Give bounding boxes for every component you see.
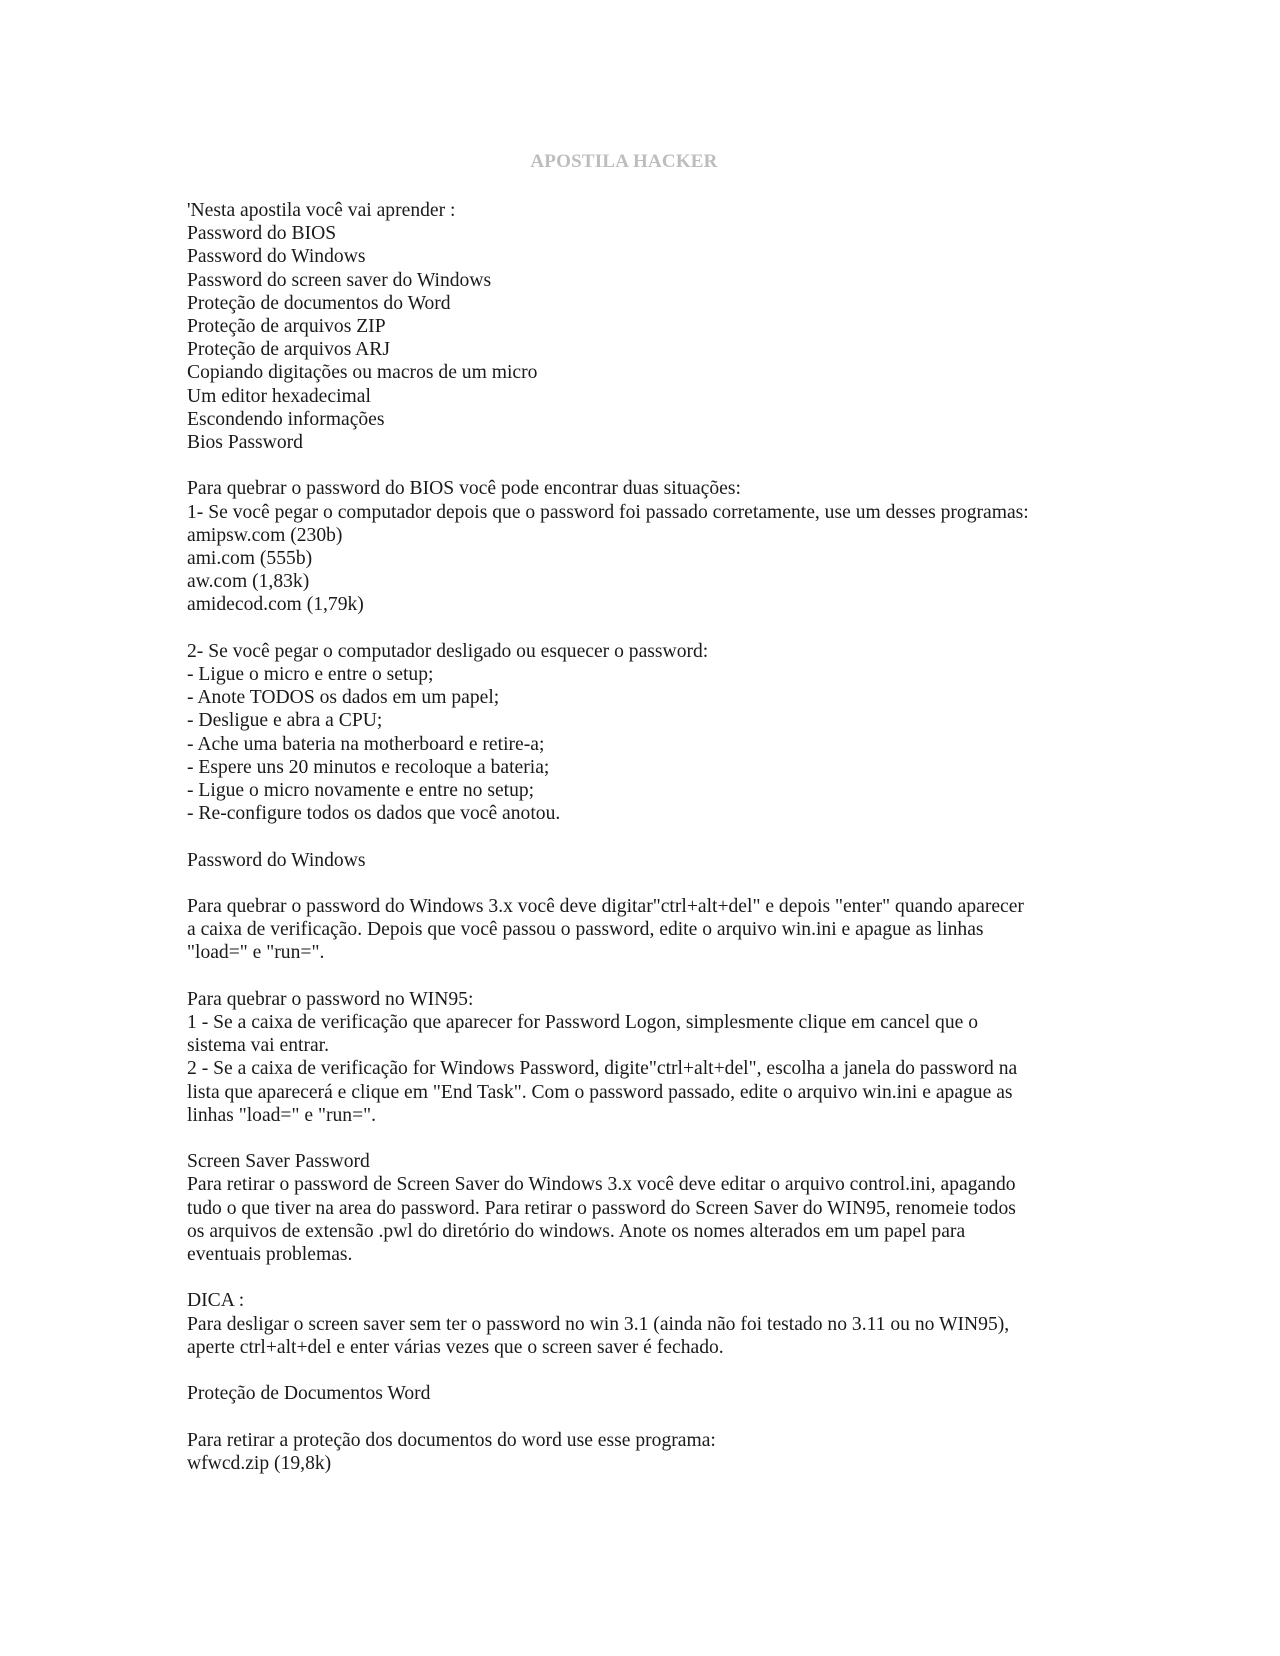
text-line: - Espere uns 20 minutos e recoloque a bateria;	[187, 756, 550, 778]
text-line: Screen Saver Password	[187, 1151, 370, 1173]
text-line: eventuais problemas.	[187, 1244, 353, 1266]
blank-line	[187, 1266, 1087, 1289]
text-line: tudo o que tiver na area do password. Para retirar o password do Screen Saver do WIN95, renomeie todos	[187, 1197, 1016, 1219]
text-line: "load=" e "run=".	[187, 942, 325, 964]
text-line: amipsw.com (230b)	[187, 524, 343, 546]
text-line: sistema vai entrar.	[187, 1035, 330, 1057]
blank-line	[187, 825, 1087, 848]
text-line: - Re-configure todos os dados que você anotou.	[187, 803, 561, 825]
text-line: - Ache uma bateria na motherboard e retire-a;	[187, 733, 545, 755]
text-line: - Desligue e abra a CPU;	[187, 710, 383, 732]
text-line: Escondendo informações	[187, 408, 385, 430]
text-line: os arquivos de extensão .pwl do diretório do windows. Anote os nomes alterados em um papel para	[187, 1220, 966, 1242]
text-line: Para retirar o password de Screen Saver do Windows 3.x você deve editar o arquivo control.ini, apagando	[187, 1174, 1016, 1196]
text-line: lista que aparecerá e clique em "End Task". Com o password passado, edite o arquivo win.ini e apague as	[187, 1081, 1013, 1103]
text-line: - Ligue o micro novamente e entre no setup;	[187, 780, 535, 802]
text-line: DICA :	[187, 1290, 245, 1312]
text-line: ami.com (555b)	[187, 548, 313, 570]
text-line: Password do BIOS	[187, 223, 337, 245]
document-page	[187, 150, 1087, 1475]
blank-line	[187, 1405, 1087, 1428]
text-line: - Ligue o micro e entre o setup;	[187, 664, 434, 686]
text-line: Proteção de arquivos ARJ	[187, 339, 390, 361]
text-line: Proteção de Documentos Word	[187, 1383, 431, 1405]
text-line: Copiando digitações ou macros de um micro	[187, 362, 538, 384]
blank-line	[187, 872, 1087, 895]
text-line: Password do Windows	[187, 849, 366, 871]
text-line: aperte ctrl+alt+del e enter várias vezes que o screen saver é fechado.	[187, 1336, 724, 1358]
text-line: Para quebrar o password do Windows 3.x você deve digitar"ctrl+alt+del" e depois "enter" quando aparecer	[187, 896, 1024, 918]
blank-line	[187, 617, 1087, 640]
text-line: a caixa de verificação. Depois que você passou o password, edite o arquivo win.ini e apague as linhas	[187, 919, 984, 941]
text-line: aw.com (1,83k)	[187, 571, 310, 593]
text-line: 'Nesta apostila você vai aprender :	[187, 200, 456, 221]
blank-line	[187, 965, 1087, 988]
blank-line	[187, 454, 1087, 477]
text-line: Proteção de arquivos ZIP	[187, 316, 386, 338]
document-body	[187, 199, 1087, 1475]
text-line: linhas "load=" e "run=".	[187, 1104, 377, 1126]
text-line: 2 - Se a caixa de verificação for Windows Password, digite"ctrl+alt+del", escolha a janela do password na	[187, 1058, 1018, 1080]
text-line: wfwcd.zip (19,8k)	[187, 1452, 332, 1474]
text-line: Bios Password	[187, 432, 303, 454]
text-line: Password do screen saver do Windows	[187, 269, 492, 291]
text-line: Para desligar o screen saver sem ter o password no win 3.1 (ainda não foi testado no 3.11 ou no WIN95),	[187, 1313, 1010, 1335]
text-line: 2- Se você pegar o computador desligado ou esquecer o password:	[187, 640, 709, 662]
text-line: Password do Windows	[187, 246, 366, 268]
text-line: Proteção de documentos do Word	[187, 292, 451, 314]
text-line: 1 - Se a caixa de verificação que aparecer for Password Logon, simplesmente clique em cancel que o	[187, 1012, 979, 1034]
text-line: Para quebrar o password do BIOS você pode encontrar duas situações:	[187, 478, 741, 500]
blank-line	[187, 1127, 1087, 1150]
document-title: APOSTILA HACKER	[530, 151, 718, 172]
text-line: Um editor hexadecimal	[187, 385, 371, 407]
blank-line	[187, 1359, 1087, 1382]
text-line: amidecod.com (1,79k)	[187, 594, 364, 616]
text-line: - Anote TODOS os dados em um papel;	[187, 687, 500, 709]
text-line: 1- Se você pegar o computador depois que o password foi passado corretamente, use um desses programas:	[187, 501, 1029, 523]
text-line: Para retirar a proteção dos documentos do word use esse programa:	[187, 1429, 716, 1451]
text-line: Para quebrar o password no WIN95:	[187, 988, 474, 1010]
